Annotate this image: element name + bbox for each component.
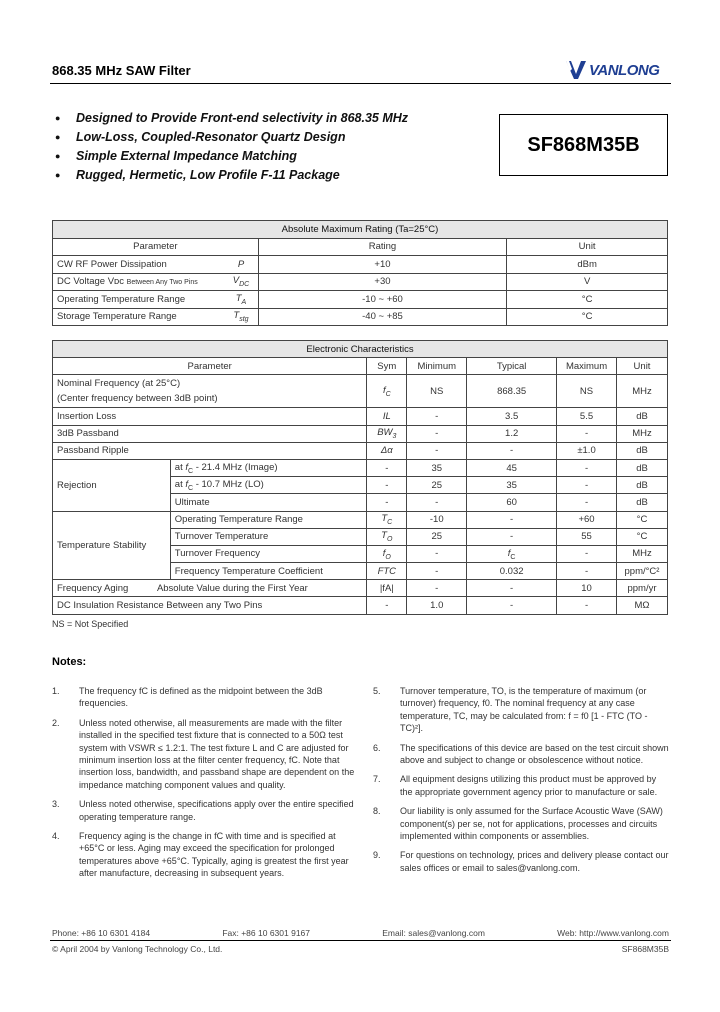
note-item: 8. Our liability is only assumed for the Surface Acoustic Wave (SAW) component(s) per se, not for applications, processes and circuits implemented within components or assemblies. — [373, 806, 663, 842]
note-item: 4. Frequency aging is the change in fC with time and is specified at +65°C or less. Aging may exceed the specification for prolonged temperatures above +65°C. Typically, aging is greatest the first year after manufacture, decreasing in subsequent years. — [52, 831, 349, 879]
notes-heading: Notes: — [52, 656, 87, 668]
table-row: Ultimate - - 60 - dB — [53, 494, 668, 511]
bullet-icon: ● — [55, 150, 61, 161]
feature-item: ● Low-Loss, Coupled-Resonator Quartz Design — [52, 127, 408, 146]
footer-part-number: SF868M35B — [621, 944, 669, 954]
bullet-icon: ● — [55, 131, 61, 142]
column-header: Parameter — [53, 358, 367, 375]
column-header: Unit — [617, 358, 668, 375]
table-row: Passband Ripple Δα - - ±1.0 dB — [53, 442, 668, 459]
footer-contact — [52, 928, 669, 938]
note-item: 3. Unless noted otherwise, specifications apply over the entire specified operating temperature range. — [52, 799, 354, 822]
table-row: Frequency Aging Absolute Value during the First Year |fA| - - 10 ppm/yr — [53, 580, 668, 597]
column-header: Typical — [467, 358, 557, 375]
note-item: 9. For questions on technology, prices and delivery please contact our sales offices or email to sales@vanlong.com. — [373, 850, 669, 873]
group-label: Rejection — [53, 459, 171, 511]
table-row: Insertion Loss IL - 3.5 5.5 dB — [53, 408, 668, 425]
table-row: DC Voltage Vᴅᴄ Between Any Two Pins $V_{DC}$ +30 V — [53, 273, 668, 291]
document-title: 868.35 MHz SAW Filter — [52, 63, 191, 78]
table-row: at $f_C - 10.7$ MHz (LO) - 25 35 - dB — [53, 477, 668, 494]
footer-rule — [50, 940, 671, 941]
table-row: Operating Temperature Range $T_A$ -10 ~ +60 °C — [53, 291, 668, 309]
header-rule — [50, 83, 671, 84]
column-header: Minimum — [407, 358, 467, 375]
note-item: 5. Turnover temperature, TO, is the temperature of maximum (or turnover) frequency, f0. The nominal frequency at any case temperature, TC, may be calculated from: f = f0 [1 - FTC (TO - TC)²]. — [373, 686, 648, 734]
table-row: CW RF Power Dissipation P +10 dBm — [53, 256, 668, 274]
table-row: Turnover Temperature $T_O$ 25 - 55 °C — [53, 528, 668, 545]
feature-item: ● Rugged, Hermetic, Low Profile F-11 Package — [52, 165, 408, 184]
feature-item: ● Simple External Impedance Matching — [52, 146, 408, 165]
column-header: Maximum — [557, 358, 617, 375]
footer-web[interactable]: Web: http://www.vanlong.com — [557, 928, 669, 938]
feature-item: ● Designed to Provide Front-end selectivity in 868.35 MHz — [52, 108, 408, 127]
table-row: DC Insulation Resistance Between any Two Pins - 1.0 - - MΩ — [53, 597, 668, 614]
column-header: Parameter — [53, 238, 259, 256]
bullet-icon: ● — [55, 169, 61, 180]
table-row: Temperature Stability Operating Temperature Range $T_C$ -10 - +60 °C — [53, 511, 668, 528]
part-number-box: SF868M35B — [499, 114, 668, 176]
note-item: 1. The frequency fC is defined as the midpoint between the 3dB frequencies. — [52, 686, 323, 709]
table-caption: Absolute Maximum Rating (Ta=25°C) — [53, 221, 668, 239]
note-item: 7. All equipment designs utilizing this product must be approved by the appropriate government agency prior to manufacture or sale. — [373, 774, 658, 797]
note-item: 6. The specifications of this device are based on the test circuit shown above and subject to change or obsolescence without notice. — [373, 742, 669, 766]
column-header: Sym — [367, 358, 407, 375]
footer-copyright-row — [52, 944, 669, 954]
table-caption: Electronic Characteristics — [53, 341, 668, 358]
footer-phone: Phone: +86 10 6301 4184 — [52, 928, 151, 938]
bullet-icon: ● — [55, 112, 61, 123]
footer-fax: Fax: +86 10 6301 9167 — [222, 928, 310, 938]
table-row: Turnover Frequency $f_O$ - $f_C$ - MHz — [53, 545, 668, 562]
vanlong-logo — [566, 59, 659, 81]
footer-copyright: © April 2004 by Vanlong Technology Co., Ltd. — [52, 944, 223, 954]
note-item: 2. Unless noted otherwise, all measurements are made with the filter installed in the specified test fixture that is connected to a 50Ω test system with VSWR ≤ 1.2:1. The test fixture L and C are adjusted for minimum insertion loss at the filter center frequency, fC. Note that insertion loss, bandwidth, and passband shape are dependent on the impedance matching component values and quality. — [52, 717, 355, 790]
column-header: Rating — [258, 238, 507, 256]
table-row: Rejection at $f_C - 21.4$ MHz (Image) - 35 45 - dB — [53, 459, 668, 476]
footer-email[interactable]: Email: sales@vanlong.com — [382, 928, 485, 938]
table-row: Nominal Frequency (at 25°C) (Center frequency between 3dB point) $f_C$ NS 868.35 NS MHz — [53, 375, 668, 408]
table-row: 3dB Passband $BW_3$ - 1.2 - MHz — [53, 425, 668, 442]
column-header: Unit — [507, 238, 668, 256]
vanlong-v-icon — [566, 61, 586, 79]
table-row: Storage Temperature Range $T_{stg}$ -40 ~ +85 °C — [53, 308, 668, 326]
group-label: Temperature Stability — [53, 511, 171, 580]
electronic-characteristics-table — [52, 340, 668, 615]
notes-left-column — [52, 685, 357, 887]
ns-footnote: NS = Not Specified — [52, 619, 129, 629]
feature-list — [52, 108, 408, 184]
table-row: Frequency Temperature Coefficient FTC - 0.032 - ppm/°C² — [53, 563, 668, 580]
notes-right-column — [373, 685, 669, 881]
absolute-max-rating-table — [52, 220, 668, 326]
logo-text: VANLONG — [589, 61, 660, 79]
